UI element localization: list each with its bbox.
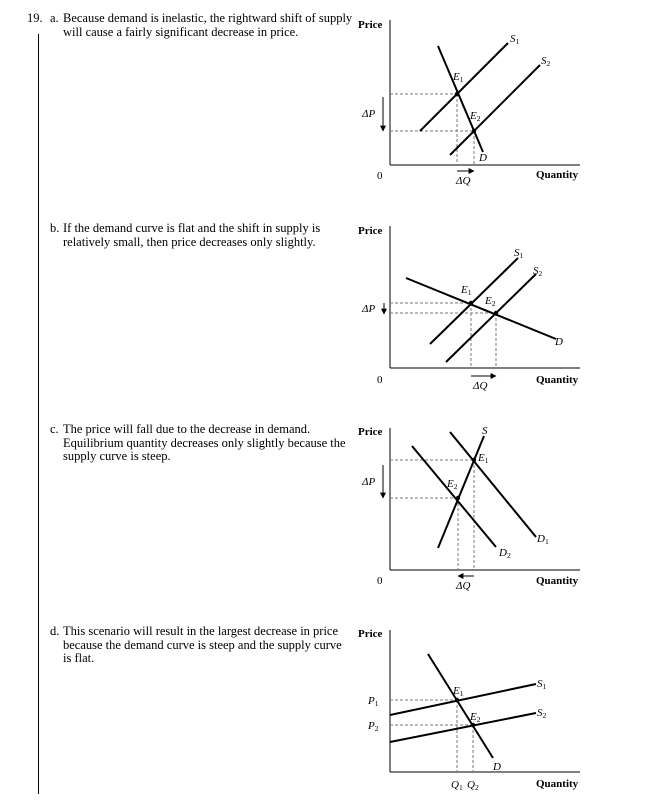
graph-d — [350, 612, 590, 806]
graph-b-s1-label: S1 — [514, 247, 524, 260]
graph-a-x-axis-label: Quantity — [536, 169, 579, 181]
part-b-text — [50, 222, 353, 249]
graph-d-s1-label: S1 — [537, 678, 547, 691]
graph-b-supply-1-curve — [430, 258, 518, 344]
part-b-letter: b. — [50, 221, 60, 235]
graph-a-e2-label: E2 — [470, 110, 481, 123]
graph-a-e1-label: E1 — [453, 71, 464, 84]
question-number: 19. — [27, 11, 43, 25]
part-a-text — [50, 12, 353, 39]
graph-c-origin: 0 — [377, 575, 383, 587]
left-margin-rule — [38, 34, 39, 794]
graph-d-equilibrium-2-point — [471, 723, 475, 727]
graph-b-supply-2-curve — [446, 274, 536, 362]
graph-c-x-axis-label: Quantity — [536, 575, 579, 587]
graph-a-demand-curve — [438, 46, 483, 152]
part-c-body: The price will fall due to the decrease in demand. Equilibrium quantity decreases only slightly because the supply curve is steep. — [63, 422, 346, 463]
graph-a-equilibrium-1-point — [455, 92, 459, 96]
graph-b-delta-q-label: ΔQ — [473, 380, 488, 392]
graph-c-delta-q-label: ΔQ — [456, 580, 471, 592]
graph-c-d1-label: D1 — [537, 533, 549, 546]
graph-a — [350, 0, 590, 195]
graph-a-s2-label: S2 — [541, 55, 551, 68]
graph-a-equilibrium-2-point — [472, 129, 476, 133]
part-a-body: Because demand is inelastic, the rightward shift of supply will cause a fairly significant decrease in price. — [63, 11, 353, 39]
part-d-letter: d. — [50, 624, 60, 638]
graph-d-d-label: D — [493, 761, 501, 773]
part-c-text — [50, 423, 353, 464]
graph-a-origin: 0 — [377, 170, 383, 182]
graph-d-e2-label: E2 — [470, 711, 481, 724]
part-d-body: This scenario will result in the largest decrease in price because the demand curve is steep and the supply curve is flat. — [63, 624, 342, 665]
graph-a-supply-2-curve — [450, 65, 540, 155]
graph-d-q2-label: Q2 — [467, 779, 479, 792]
part-d-text — [50, 625, 353, 666]
graph-d-s2-label: S2 — [537, 707, 547, 720]
graph-c-e2-label: E2 — [447, 478, 458, 491]
graph-d-y-axis-label: Price — [358, 628, 383, 640]
graph-c-e1-label: E1 — [478, 452, 489, 465]
graph-c-s-label: S — [482, 425, 488, 437]
part-b-body: If the demand curve is flat and the shift in supply is relatively small, then price decreases only slightly. — [63, 221, 321, 249]
graph-b-equilibrium-2-point — [494, 311, 498, 315]
graph-d-p1-label: P1 — [368, 695, 379, 708]
graph-c-equilibrium-2-point — [456, 496, 460, 500]
graph-b — [350, 210, 590, 405]
graph-a-delta-q-label: ΔQ — [456, 175, 471, 187]
graph-b-e2-label: E2 — [485, 295, 496, 308]
graph-d-demand-curve — [428, 654, 493, 758]
graph-d-supply-2-curve — [390, 713, 536, 742]
graph-b-x-axis-label: Quantity — [536, 374, 579, 386]
graph-d-p2-label: P2 — [368, 720, 379, 733]
graph-c-y-axis-label: Price — [358, 426, 383, 438]
graph-b-y-axis-label: Price — [358, 225, 383, 237]
part-a-letter: a. — [50, 11, 59, 25]
graph-a-d-label: D — [479, 152, 487, 164]
graph-a-supply-1-curve — [420, 43, 508, 131]
graph-b-d-label: D — [555, 336, 563, 348]
graph-a-s1-label: S1 — [510, 33, 520, 46]
graph-b-demand-curve — [406, 278, 556, 339]
graph-d-equilibrium-1-point — [455, 698, 459, 702]
graph-d-q1-label: Q1 — [451, 779, 463, 792]
graph-b-s2-label: S2 — [533, 265, 543, 278]
graph-b-e1-label: E1 — [461, 284, 472, 297]
part-c-letter: c. — [50, 422, 59, 436]
graph-c-delta-p-label: ΔP — [362, 476, 376, 488]
graph-a-delta-p-label: ΔP — [362, 108, 376, 120]
graph-c — [350, 410, 590, 605]
graph-b-delta-p-label: ΔP — [362, 303, 376, 315]
graph-c-equilibrium-1-point — [472, 458, 476, 462]
graph-b-equilibrium-1-point — [469, 301, 473, 305]
graph-b-origin: 0 — [377, 374, 383, 386]
graph-c-d2-label: D2 — [499, 547, 511, 560]
graph-d-e1-label: E1 — [453, 685, 464, 698]
graph-c-demand-1-curve — [450, 432, 536, 537]
graph-d-x-axis-label: Quantity — [536, 778, 579, 790]
graph-a-y-axis-label: Price — [358, 19, 383, 31]
